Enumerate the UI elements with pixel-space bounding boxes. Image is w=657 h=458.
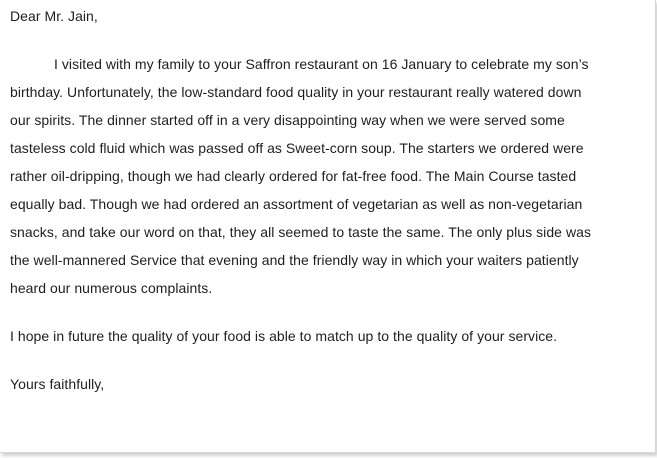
body-line: the well-mannered Service that evening and the friendly way in which your waiters patiently [10, 252, 579, 268]
body-line: I visited with my family to your Saffron restaurant on 16 January to celebrate my son’s [54, 56, 589, 72]
body-line: our spirits. The dinner started off in a very disappointing way when we were served some [10, 112, 565, 128]
letter-text [10, 2, 640, 398]
body-line: rather oil-dripping, though we had clearly ordered for fat-free food. The Main Course tasted [10, 168, 577, 184]
body-line: equally bad. Though we had ordered an assortment of vegetarian as well as non-vegetarian [10, 196, 583, 212]
salutation: Dear Mr. Jain, [10, 8, 98, 24]
sign-off: Yours faithfully, [10, 376, 105, 392]
body-paragraph [10, 50, 640, 302]
body-line: heard our numerous complaints. [10, 280, 213, 296]
body-line: snacks, and take our word on that, they all seemed to taste the same. The only plus side was [10, 224, 591, 240]
body-line: birthday. Unfortunately, the low-standard food quality in your restaurant really watered down [10, 84, 582, 100]
closing-paragraph: I hope in future the quality of your food is able to match up to the quality of your service. [10, 328, 558, 344]
body-line: tasteless cold fluid which was passed off as Sweet-corn soup. The starters we ordered were [10, 140, 584, 156]
